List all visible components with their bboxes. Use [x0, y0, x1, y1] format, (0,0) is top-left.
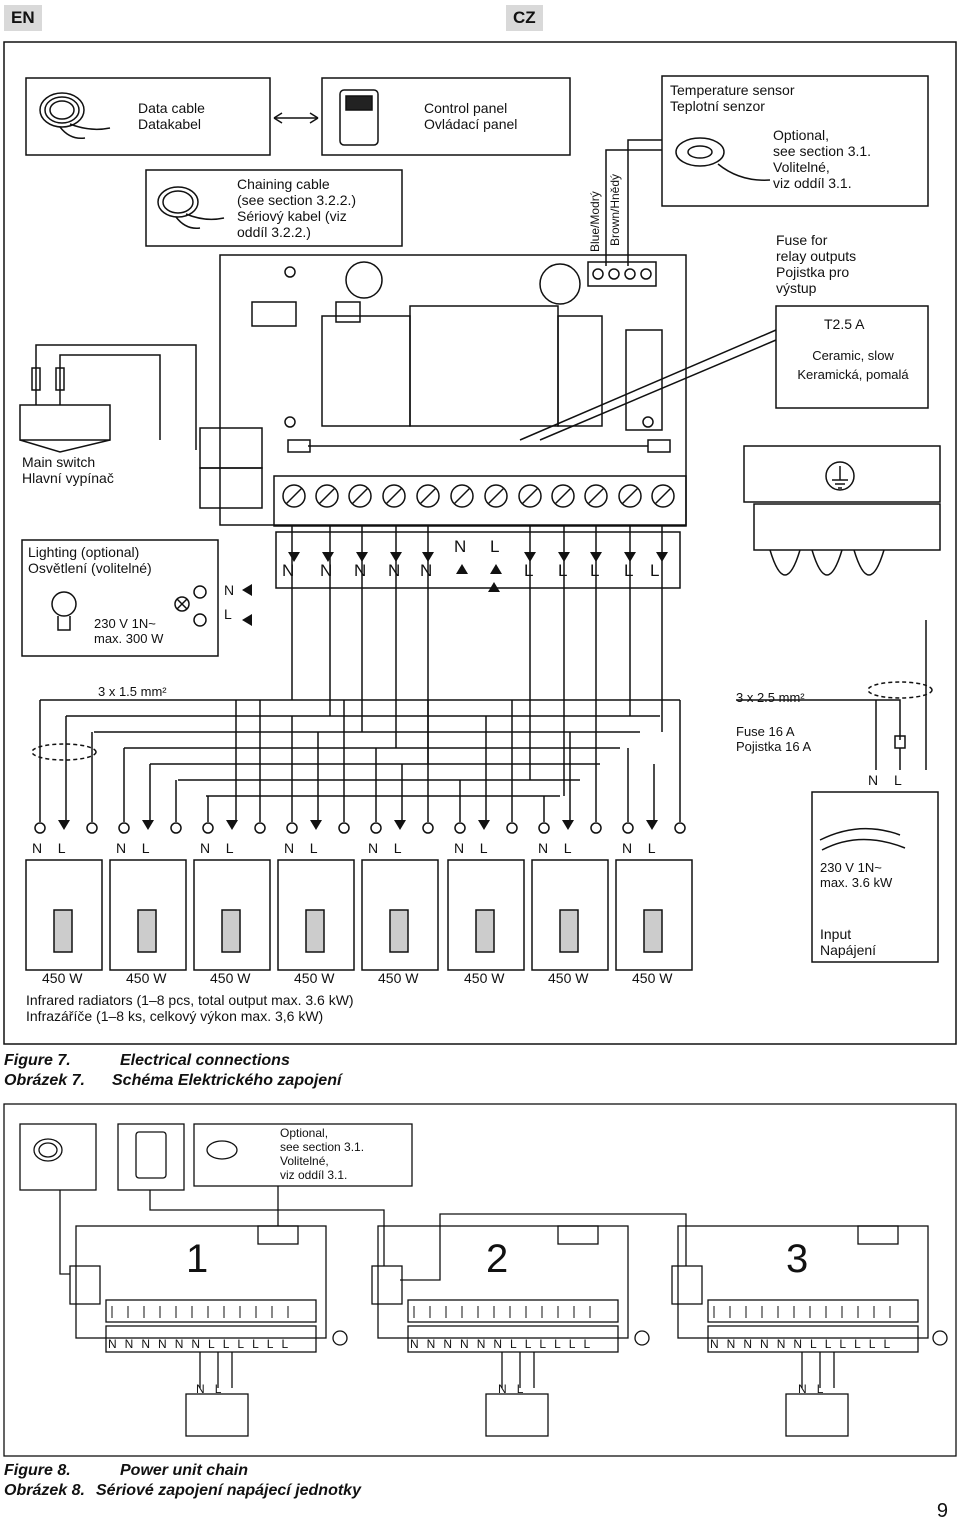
figure7-title-en: Electrical connections: [120, 1052, 290, 1069]
temperature-sensor-icon: [676, 138, 770, 180]
radiator-8-power: 450 W: [632, 970, 673, 986]
terminal-label-7: L: [490, 537, 500, 556]
radiator-4-terminals: N L: [284, 840, 318, 856]
main-switch-label: Main switch Hlavní vypínač: [22, 454, 114, 486]
cable-large-label: 3 x 2.5 mm²: [736, 690, 805, 705]
sensor-terminal-block: [588, 262, 656, 286]
terminal-label-3: N: [354, 561, 367, 580]
terminal-label-6: N: [454, 537, 467, 556]
figure7-number-cz: Obrázek 7.: [4, 1072, 85, 1089]
wire-brown-label: Brown/Hnědý: [608, 173, 622, 246]
main-switch-icon: [20, 405, 110, 440]
connector-plug-top: [200, 428, 262, 468]
unit-3-terminals: NNNNNNLLLLLL: [710, 1337, 899, 1351]
figure8-title-en: Power unit chain: [120, 1462, 249, 1479]
input-spec: 230 V 1N~ max. 3.6 kW: [820, 860, 893, 890]
figure7-title-cz: Schéma Elektrického zapojení: [112, 1072, 342, 1089]
unit-1-number: 1: [186, 1237, 209, 1281]
lang-tab-cz: CZ: [506, 5, 543, 31]
unit-1-terminals: NNNNNNLLLLLL: [108, 1337, 297, 1351]
lang-tab-en: EN: [4, 5, 42, 31]
terminal-label-2: N: [320, 561, 333, 580]
radiator-8-terminals: N L: [622, 840, 656, 856]
figure8-title-cz: Sériové zapojení napájecí jednotky: [96, 1482, 361, 1499]
unit-2-terminals: NNNNNNLLLLLL: [410, 1337, 599, 1351]
radiators-description: Infrared radiators (1–8 pcs, total output max. 3.6 kW) Infrazáříče (1–8 ks, celkový výkon max. 3,6 kW): [26, 992, 354, 1024]
connector-plug-bottom: [200, 468, 262, 508]
input-terminal-n: N: [868, 772, 879, 788]
unit-2-input-terminals: N L: [498, 1382, 524, 1396]
figure7-frame: [4, 42, 956, 1044]
terminal-label-4: N: [388, 561, 401, 580]
sensor-optional-label: Optional, see section 3.1. Volitelné, viz oddíl 3.1.: [773, 127, 872, 191]
earth-block: [744, 446, 940, 502]
radiator-1-terminals: N L: [32, 840, 66, 856]
radiator-4-power: 450 W: [294, 970, 335, 986]
unit-3-input-terminals: N L: [798, 1382, 824, 1396]
input-label: Input Napájení: [820, 926, 877, 958]
control-panel-label: Control panel Ovládací panel: [424, 100, 518, 132]
terminal-label-10: L: [590, 561, 600, 580]
page-number: 9: [936, 1500, 948, 1522]
radiator-units: [26, 860, 692, 970]
chaining-cable-icon: [158, 187, 224, 228]
data-cable-icon: [40, 93, 110, 138]
radiator-2-power: 450 W: [126, 970, 167, 986]
light-bulb-icon: [52, 592, 76, 616]
unit-3-number: 3: [786, 1237, 809, 1281]
wire-blue-label: Blue/Modrý: [588, 191, 602, 252]
radiator-6-terminals: N L: [454, 840, 488, 856]
terminal-label-9: L: [558, 561, 568, 580]
figure8-frame: [4, 1104, 956, 1456]
unit-2-number: 2: [486, 1237, 509, 1281]
chaining-cable-label: Chaining cable (see section 3.2.2.) Sériový kabel (viz oddíl 3.2.2.): [237, 176, 357, 240]
main-board: [220, 255, 686, 525]
fuse-type-label: Ceramic, slow Keramická, pomalá: [797, 348, 909, 382]
radiator-3-power: 450 W: [210, 970, 251, 986]
figure7-number-en: Figure 7.: [4, 1052, 71, 1069]
unit-1-input-terminals: N L: [196, 1382, 222, 1396]
fuse-rating: T2.5 A: [824, 316, 865, 332]
radiator-5-terminals: N L: [368, 840, 402, 856]
terminal-label-1: N: [282, 561, 295, 580]
figure8-number-en: Figure 8.: [4, 1462, 71, 1479]
radiator-7-power: 450 W: [548, 970, 589, 986]
fuse-relay-label: Fuse for relay outputs Pojistka pro výstup: [776, 232, 857, 296]
terminal-label-8: L: [524, 561, 534, 580]
terminal-label-12: L: [650, 561, 660, 580]
data-cable-label: Data cable Datakabel: [138, 100, 205, 132]
radiator-3-terminals: N L: [200, 840, 234, 856]
radiator-2-terminals: N L: [116, 840, 150, 856]
fig8-sensor-optional: Optional, see section 3.1. Volitelné, viz oddíl 3.1.: [280, 1126, 365, 1182]
input-terminal-l: L: [894, 772, 902, 788]
temperature-sensor-label: Temperature sensor Teplotní senzor: [670, 82, 795, 114]
radiator-1-power: 450 W: [42, 970, 83, 986]
light-terminal-l: L: [224, 606, 232, 622]
lighting-spec: 230 V 1N~ max. 300 W: [94, 616, 164, 646]
light-terminal-n: N: [224, 582, 235, 598]
radiator-7-terminals: N L: [538, 840, 572, 856]
radiator-5-power: 450 W: [378, 970, 419, 986]
terminal-label-11: L: [624, 561, 634, 580]
lighting-label: Lighting (optional) Osvětlení (volitelné): [28, 544, 152, 576]
terminal-label-box: [276, 532, 680, 588]
cable-small-label: 3 x 1.5 mm²: [98, 684, 167, 699]
fig8-control-panel-icon: [118, 1124, 184, 1190]
radiator-6-power: 450 W: [464, 970, 505, 986]
fuse16-label: Fuse 16 A Pojistka 16 A: [736, 724, 812, 754]
terminal-label-5: N: [420, 561, 433, 580]
figure8-number-cz: Obrázek 8.: [4, 1482, 85, 1499]
